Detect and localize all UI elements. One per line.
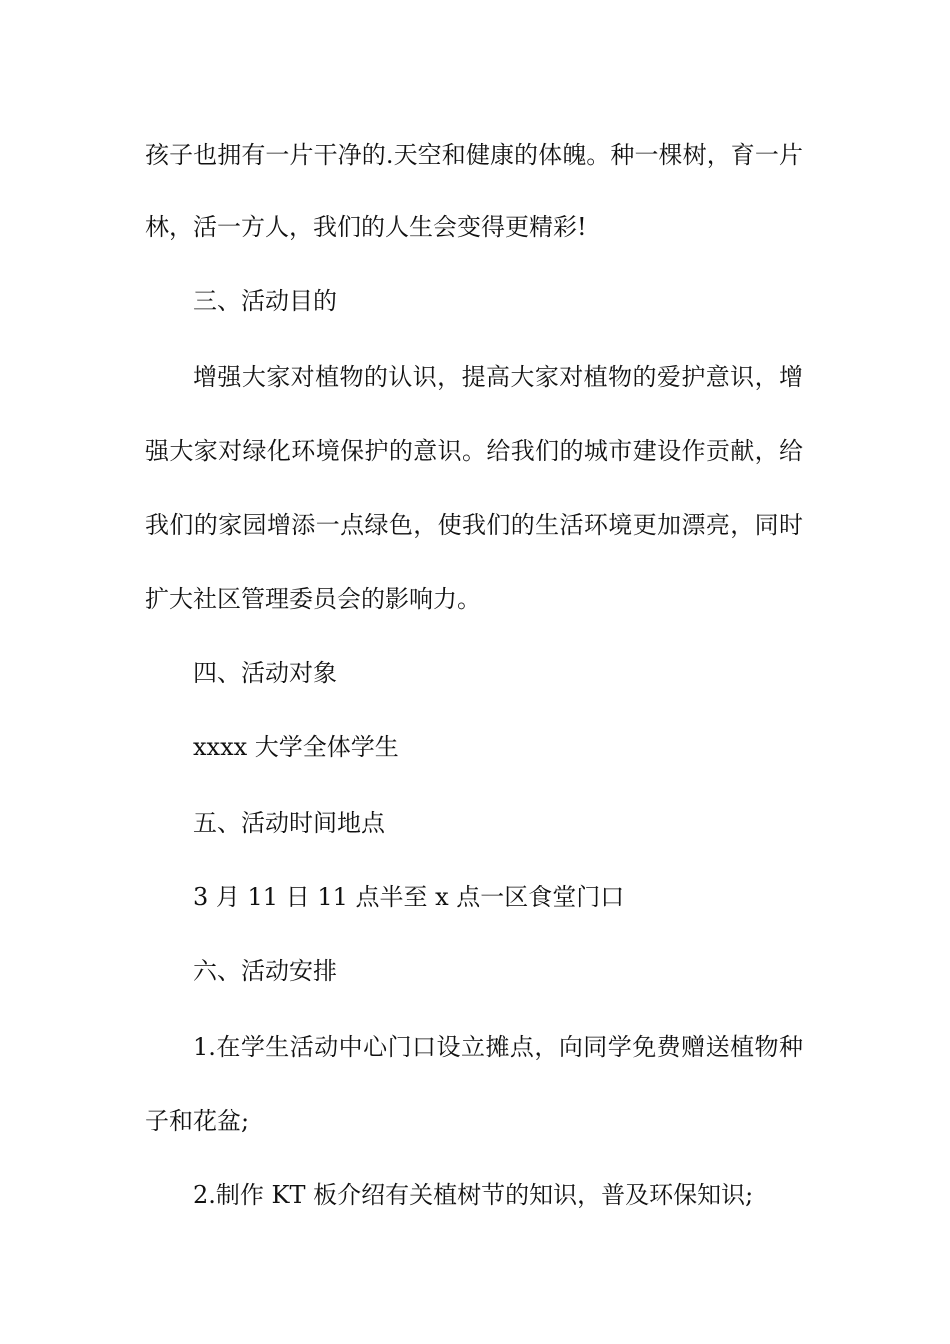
paragraph-line: 2.制作 KT 板介绍有关植树节的知识，普及环保知识; [193, 1181, 754, 1209]
paragraph-line: 扩大社区管理委员会的影响力。 [145, 585, 481, 613]
section-heading: 六、活动安排 [193, 957, 337, 985]
section-heading: 四、活动对象 [193, 659, 337, 687]
paragraph-line: 林，活一方人，我们的人生会变得更精彩! [145, 213, 587, 241]
section-heading: 三、活动目的 [193, 287, 337, 315]
paragraph-line: 强大家对绿化环境保护的意识。给我们的城市建设作贡献，给 [145, 437, 803, 465]
paragraph-line: 我们的家园增添一点绿色，使我们的生活环境更加漂亮，同时 [145, 511, 803, 539]
paragraph-line: 1.在学生活动中心门口设立摊点，向同学免费赠送植物种 [193, 1033, 803, 1061]
paragraph-line: 增强大家对植物的认识，提高大家对植物的爱护意识，增 [193, 363, 803, 391]
section-heading: 五、活动时间地点 [193, 809, 385, 837]
paragraph-line: xxxx 大学全体学生 [193, 733, 399, 761]
paragraph-line: 3 月 11 日 11 点半至 x 点一区食堂门口 [193, 883, 625, 911]
paragraph-line: 孩子也拥有一片干净的.天空和健康的体魄。种一棵树，育一片 [145, 141, 803, 169]
paragraph-line: 子和花盆; [145, 1107, 250, 1135]
